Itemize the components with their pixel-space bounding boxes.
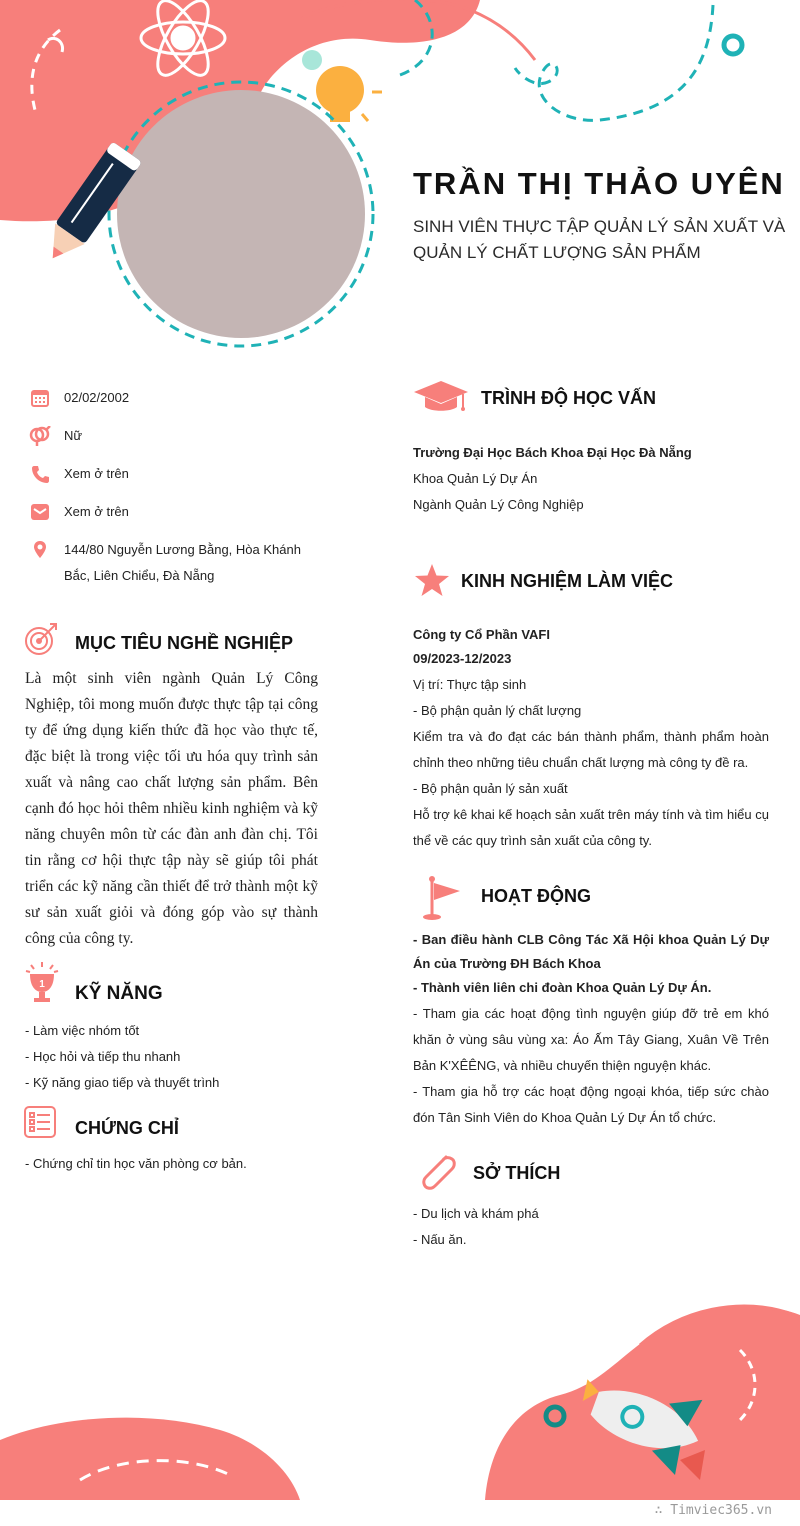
watermark: ∴ Timviec365.vn: [654, 1503, 772, 1518]
hobbies-title: SỞ THÍCH: [473, 1163, 561, 1183]
svg-text:1: 1: [39, 979, 45, 990]
graduation-cap-icon: [413, 380, 469, 414]
experience-line: Kiểm tra và đo đạt các bán thành phẩm, thành phẩm hoàn chỉnh theo những tiêu chuẩn chất lượng mà công ty đề ra.: [413, 729, 769, 770]
footer-decoration: [0, 1290, 800, 1502]
phone-text: Xem ở trên: [64, 466, 129, 481]
skill-item: - Kỹ năng giao tiếp và thuyết trình: [25, 1075, 220, 1090]
activity-line: - Tham gia hỗ trợ các hoạt động ngoại khóa, tiếp sức chào đón Tân Sinh Viên do Khoa Quản Lý Dự Án tổ chức.: [413, 1084, 769, 1125]
lightbulb-icon: [302, 50, 382, 122]
birthday-text: 02/02/2002: [64, 390, 130, 405]
email-text: Xem ở trên: [64, 504, 129, 519]
activities-title: HOẠT ĐỘNG: [481, 886, 591, 906]
activity-role: - Thành viên liên chi đoàn Khoa Quản Lý Dự Án.: [413, 980, 712, 995]
activity-role: - Ban điều hành CLB Công Tác Xã Hội khoa Quản Lý Dự Án của Trường ĐH Bách Khoa: [413, 932, 769, 971]
experience-line: Vị trí: Thực tập sinh: [413, 677, 527, 692]
education-major: Ngành Quản Lý Công Nghiệp: [413, 497, 584, 512]
location-icon: [28, 540, 52, 560]
checklist-icon: [24, 1106, 56, 1138]
education-school: Trường Đại Học Bách Khoa Đại Học Đà Nẵng: [413, 445, 692, 460]
education-faculty: Khoa Quản Lý Dự Án: [413, 471, 538, 486]
hobbies-list: [413, 1201, 769, 1253]
star-icon: [414, 563, 450, 597]
hobby-item: - Du lịch và khám phá: [413, 1206, 539, 1221]
objective-text: Là một sinh viên ngành Quản Lý Công Nghiệp, tôi mong muốn được thực tập tại công ty để ứng dụng kiến thức đã học vào thực tế, đặc biệt là trong việc tối ưu hóa quy trình sản xuất và nâng cao chất lượng sản phẩm. Bên cạnh đó học hỏi thêm nhiều kinh nghiệm và kỹ năng chuyên môn từ các đàn anh đàn chị. Tôi tin rằng cơ hội thực tập này sẽ giúp tôi phát triển các kỹ năng cần thiết để trở thành một kỹ sư sản xuất giỏi và đóng góp vào sự thành công của công ty.: [25, 670, 318, 947]
experience-title: KINH NGHIỆM LÀM VIỆC: [461, 571, 674, 591]
skill-item: - Làm việc nhóm tốt: [25, 1023, 140, 1038]
experience-line: - Bộ phận quản lý sản xuất: [413, 781, 568, 796]
flag-icon: [420, 875, 462, 921]
activities-details: [413, 1001, 769, 1131]
experience-line: Hỗ trợ kê khai kế hoạch sản xuất trên máy tính và tìm hiểu cụ thể về các quy trình sản xuất của công ty.: [413, 807, 769, 848]
email-icon: [28, 502, 52, 522]
calendar-icon: [28, 388, 52, 408]
hobby-item: - Nấu ăn.: [413, 1232, 467, 1247]
gender-text: Nữ: [64, 428, 83, 443]
candidate-title: SINH VIÊN THỰC TẬP QUẢN LÝ SẢN XUẤT VÀ QUẢN LÝ CHẤT LƯỢNG SẢN PHẨM: [413, 217, 786, 262]
paperclip-icon: [416, 1151, 460, 1195]
trophy-icon: [25, 962, 59, 1004]
experience-details: [413, 672, 769, 854]
skills-list: [25, 1018, 315, 1096]
activities-bold: [413, 928, 769, 1000]
objective-title: MỤC TIÊU NGHỀ NGHIỆP: [75, 633, 294, 653]
education-title: TRÌNH ĐỘ HỌC VẤN: [481, 388, 656, 408]
experience-period: 09/2023-12/2023: [413, 651, 512, 666]
certificate-item: - Chứng chỉ tin học văn phòng cơ bản.: [25, 1156, 247, 1171]
experience-company-name: Công ty Cổ Phần VAFI: [413, 627, 550, 642]
skill-item: - Học hỏi và tiếp thu nhanh: [25, 1049, 181, 1064]
contact-email: [28, 502, 129, 525]
contact-phone: [28, 464, 129, 487]
contact-gender: [28, 426, 82, 449]
education-block: [413, 440, 773, 518]
activity-line: - Tham gia các hoạt động tình nguyện giúp đỡ trẻ em khó khăn ở vùng sâu vùng xa: Áo Ấm Tây Giang, Xuân Về Trên Bản K'XÊÊNG, và nhiều chuyến thiện nguyện khác.: [413, 1006, 769, 1073]
contact-address: [28, 540, 314, 589]
gender-icon: [28, 426, 52, 446]
contact-birthday: [28, 388, 129, 411]
candidate-name: TRẦN THỊ THẢO UYÊN: [413, 166, 785, 201]
experience-company: [413, 623, 769, 671]
address-text: 144/80 Nguyễn Lương Bằng, Hòa Khánh Bắc, Liên Chiểu, Đà Nẵng: [64, 542, 301, 583]
phone-icon: [28, 464, 52, 484]
profile-photo: [117, 90, 365, 338]
certificates-title: CHỨNG CHỈ: [75, 1118, 179, 1138]
experience-line: - Bộ phận quản lý chất lượng: [413, 703, 582, 718]
skills-title: KỸ NĂNG: [75, 983, 163, 1004]
target-icon: [24, 622, 60, 656]
